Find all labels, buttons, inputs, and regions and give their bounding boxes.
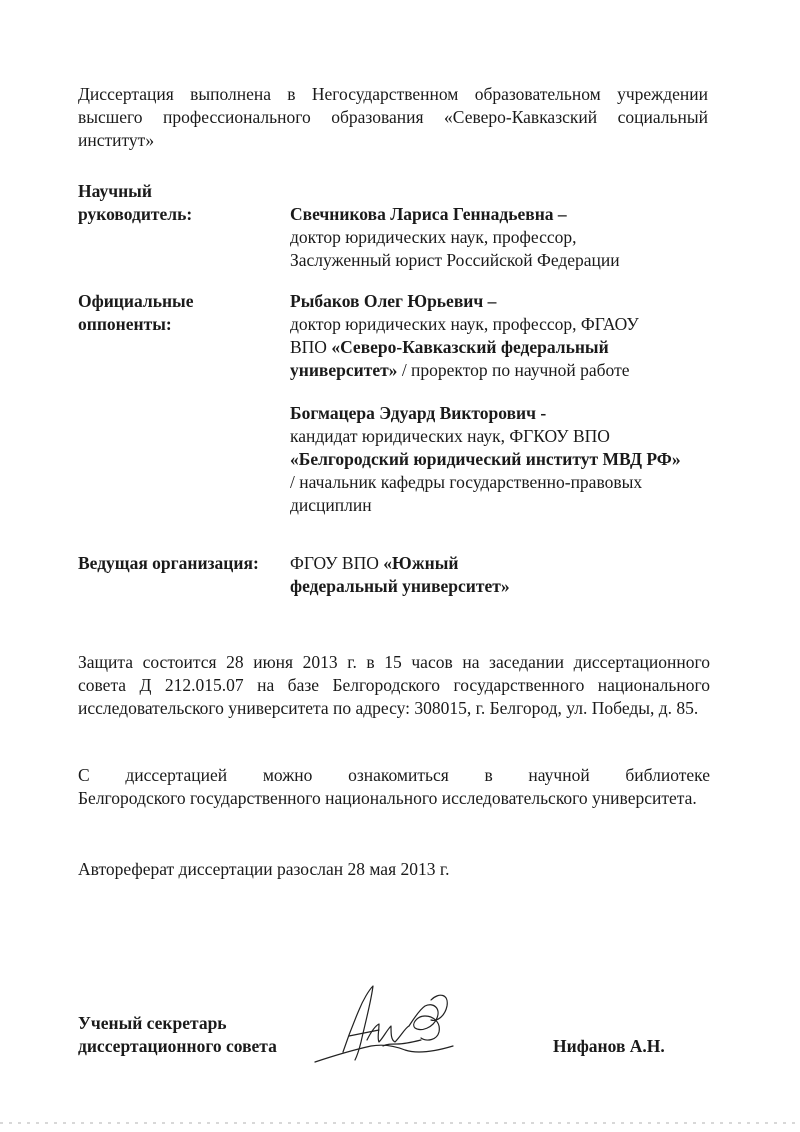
opponent-1-org-line2: [290, 359, 710, 382]
leading-org-prefix: ФГОУ ВПО: [290, 553, 384, 573]
opponent-2-name: Богмацера Эдуард Викторович -: [290, 403, 547, 423]
opponent-2-org-name: «Белгородский юридический институт МВД РФ»: [290, 449, 681, 469]
opponent-2-position-line1: / начальник кафедры государственно-правовых: [290, 472, 643, 492]
leading-org-line1: [290, 552, 710, 575]
defense-line2: совета Д 212.015.07 на базе Белгородского государственного национального: [78, 675, 710, 695]
leading-org-label: Ведущая организация:: [78, 553, 259, 573]
defense-paragraph: [78, 651, 710, 720]
opponent-1-org-name-part2: университет»: [290, 360, 398, 380]
library-paragraph: [78, 764, 710, 810]
leading-org-section: [78, 552, 718, 602]
opponents-section: [78, 290, 718, 530]
supervisor-details: [290, 203, 710, 272]
library-line2: Белгородского государственного национального исследовательского университета.: [78, 788, 697, 808]
supervisor-label-line1: Научный: [78, 181, 152, 201]
secretary-name: Нифанов А.Н.: [553, 1036, 665, 1056]
defense-line1: Защита состоится 28 июня 2013 г. в 15 часов на заседании диссертационного: [78, 652, 710, 672]
sent-text: Автореферат диссертации разослан 28 мая 2013 г.: [78, 859, 450, 879]
scan-edge-artifact: [0, 1122, 800, 1124]
opponents-label: [78, 290, 288, 336]
secretary-label: [78, 1012, 277, 1058]
opponent-1-position: / проректор по научной работе: [397, 360, 630, 380]
secretary-label-line1: Ученый секретарь: [78, 1013, 227, 1033]
opponent-1-org-line1: [290, 336, 710, 359]
supervisor-label-line2: руководитель:: [78, 204, 193, 224]
secretary-label-line2: диссертационного совета: [78, 1036, 277, 1056]
intro-text: Диссертация выполнена в Негосударственном образовательном учреждении высшего профессионального образования «Северо-Кавказский социальный институт»: [78, 84, 708, 150]
opponent-2-details: [290, 402, 710, 517]
opponents-label-line1: Официальные: [78, 291, 194, 311]
opponent-2-position-line2: дисциплин: [290, 495, 372, 515]
defense-line3: исследовательского университета по адресу: 308015, г. Белгород, ул. Победы, д. 85.: [78, 698, 699, 718]
supervisor-name: Свечникова Лариса Геннадьевна –: [290, 204, 567, 224]
opponent-1-degree: доктор юридических наук, профессор, ФГАОУ: [290, 314, 639, 334]
opponent-1-org-prefix: ВПО: [290, 337, 332, 357]
leading-org-name-part2: федеральный университет»: [290, 576, 510, 596]
leading-org-details: [290, 552, 710, 598]
opponent-2-degree: кандидат юридических наук, ФГКОУ ВПО: [290, 426, 610, 446]
opponents-label-line2: оппоненты:: [78, 314, 172, 334]
secretary-section: [78, 1008, 718, 1078]
leading-org-name-part1: «Южный: [383, 553, 459, 573]
library-line1: С диссертацией можно ознакомиться в научной библиотеке: [78, 765, 710, 785]
supervisor-label: [78, 180, 288, 226]
supervisor-title: Заслуженный юрист Российской Федерации: [290, 250, 620, 270]
supervisor-section: [78, 180, 718, 280]
intro-paragraph: [78, 83, 708, 152]
handwritten-signature: [313, 980, 463, 1070]
opponent-1-org-name-part1: «Северо-Кавказский федеральный: [331, 337, 609, 357]
opponent-1-name: Рыбаков Олег Юрьевич –: [290, 291, 497, 311]
sent-paragraph: [78, 858, 708, 881]
supervisor-degree: доктор юридических наук, профессор,: [290, 227, 577, 247]
opponent-1-details: [290, 290, 710, 382]
